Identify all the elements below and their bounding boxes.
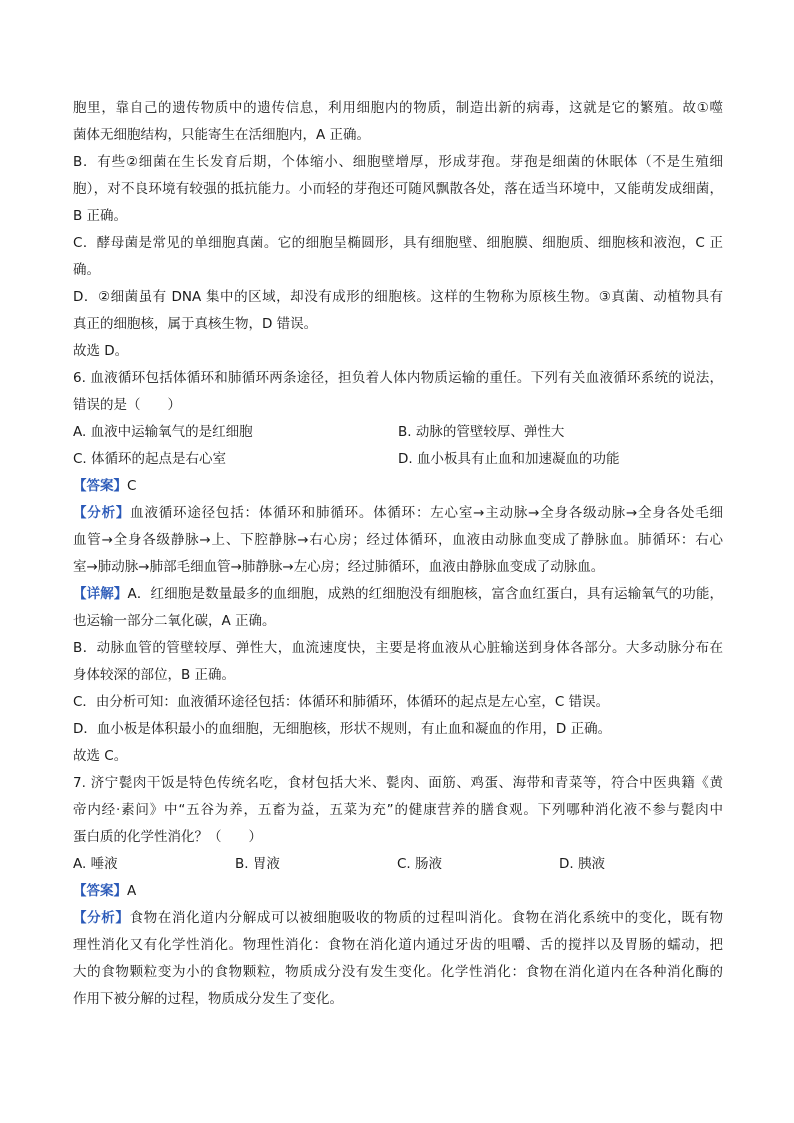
question-6-options-row bbox=[73, 446, 723, 473]
option-b: B. 胃液 bbox=[235, 856, 280, 872]
text-line: 菌体无细胞结构，只能寄生在活细胞内，A 正确。 bbox=[73, 127, 371, 143]
option-a: A. 唾液 bbox=[73, 856, 118, 872]
analysis-text: 血液循环途径包括：体循环和肺循环。体循环：左心室→主动脉→全身各级动脉→全身各处毛细 bbox=[130, 505, 724, 521]
page-content bbox=[73, 95, 723, 1013]
text-line: 也运输一部分二氧化碳，A 正确。 bbox=[73, 613, 276, 629]
conclusion-line: 故选 D。 bbox=[73, 343, 129, 359]
question-7-options-row bbox=[73, 851, 723, 878]
answer-line bbox=[73, 878, 723, 905]
question-7-stem: 帝内经·素问》中“五谷为养，五畜为益，五菜为充”的健康营养的膳食观。下列哪种消化液不参与甏肉中 bbox=[73, 802, 723, 818]
option-c: C. 肠液 bbox=[397, 856, 443, 872]
text-line: B．动脉血管的管壁较厚、弹性大，血流速度快，主要是将血液从心脏输送到身体各部分。大多动脉分布在 bbox=[73, 640, 723, 656]
text-line: 作用下被分解的过程，物质成分发生了变化。 bbox=[73, 991, 343, 1007]
question-7-stem: 7. 济宁甏肉干饭是特色传统名吃，食材包括大米、甏肉、面筋、鸡蛋、海带和青菜等，符合中医典籍《黄 bbox=[73, 775, 723, 791]
detail-tag: 【详解】 bbox=[73, 586, 128, 602]
analysis-tag: 【分析】 bbox=[73, 910, 130, 926]
text-line: 血管→全身各级静脉→上、下腔静脉→右心房；经过体循环，血液由动脉血变成了静脉血。肺循环：右心 bbox=[73, 532, 723, 548]
answer-value: A bbox=[127, 883, 137, 899]
text-line: 真正的细胞核，属于真核生物，D 错误。 bbox=[73, 316, 318, 332]
text-line: B．有些②细菌在生长发育后期，个体缩小、细胞壁增厚，形成芽孢。芽孢是细菌的休眠体（不是生殖细 bbox=[73, 154, 723, 170]
answer-line bbox=[73, 473, 723, 500]
text-line: 身体较深的部位，B 正确。 bbox=[73, 667, 236, 683]
analysis-tag: 【分析】 bbox=[73, 505, 131, 521]
text-line: D．血小板是体积最小的血细胞，无细胞核，形状不规则，有止血和凝血的作用，D 正确。 bbox=[73, 721, 612, 737]
answer-tag: 【答案】 bbox=[73, 478, 127, 494]
option-c: C. 体循环的起点是右心室 bbox=[73, 451, 227, 467]
answer-tag: 【答案】 bbox=[73, 883, 127, 899]
answer-value: C bbox=[127, 478, 137, 494]
question-6-stem: 错误的是（ ） bbox=[73, 397, 181, 413]
text-line: B 正确。 bbox=[73, 208, 128, 224]
option-b: B. 动脉的管壁较厚、弹性大 bbox=[398, 424, 565, 440]
text-line: C．酵母菌是常见的单细胞真菌。它的细胞呈椭圆形，具有细胞壁、细胞膜、细胞质、细胞核和液泡，C 正 bbox=[73, 235, 723, 251]
analysis-line bbox=[73, 905, 723, 932]
text-line: 理性消化又有化学性消化。物理性消化：食物在消化道内通过牙齿的咀嚼、舌的搅拌以及胃肠的蠕动，把 bbox=[73, 937, 723, 953]
question-6-options-row bbox=[73, 419, 723, 446]
text-line: D．②细菌虽有 DNA 集中的区域，却没有成形的细胞核。这样的生物称为原核生物。③真菌、动植物具有 bbox=[73, 289, 723, 305]
question-6-stem: 6. 血液循环包括体循环和肺循环两条途径，担负着人体内物质运输的重任。下列有关血液循环系统的说法， bbox=[73, 370, 723, 386]
text-line: 大的食物颗粒变为小的食物颗粒，物质成分没有发生变化。化学性消化：食物在消化道内在各种消化酶的 bbox=[73, 964, 723, 980]
text-line: 胞里，靠自己的遗传物质中的遗传信息，利用细胞内的物质，制造出新的病毒，这就是它的繁殖。故①噬 bbox=[73, 100, 723, 116]
text-line: C．由分析可知：血液循环途径包括：体循环和肺循环，体循环的起点是左心室，C 错误。 bbox=[73, 694, 610, 710]
question-7-stem: 蛋白质的化学性消化？（ ） bbox=[73, 829, 262, 845]
option-a: A. 血液中运输氧气的是红细胞 bbox=[73, 424, 253, 440]
text-line: 室→肺动脉→肺部毛细血管→肺静脉→左心房；经过肺循环，血液由静脉血变成了动脉血。 bbox=[73, 559, 605, 575]
analysis-text: 食物在消化道内分解成可以被细胞吸收的物质的过程叫消化。食物在消化系统中的变化，既有物 bbox=[129, 910, 723, 926]
option-d: D. 胰液 bbox=[559, 856, 605, 872]
detail-text: A．红细胞是数量最多的血细胞，成熟的红细胞没有细胞核，富含血红蛋白，具有运输氧气的功能， bbox=[127, 586, 724, 602]
detail-line bbox=[73, 581, 723, 608]
conclusion-line: 故选 C。 bbox=[73, 748, 128, 764]
option-d: D. 血小板具有止血和加速凝血的功能 bbox=[398, 451, 620, 467]
text-line: 胞），对不良环境有较强的抵抗能力。小而轻的芽孢还可随风飘散各处，落在适当环境中，又能萌发成细菌， bbox=[73, 181, 723, 197]
analysis-line bbox=[73, 500, 723, 527]
text-line: 确。 bbox=[73, 262, 100, 278]
